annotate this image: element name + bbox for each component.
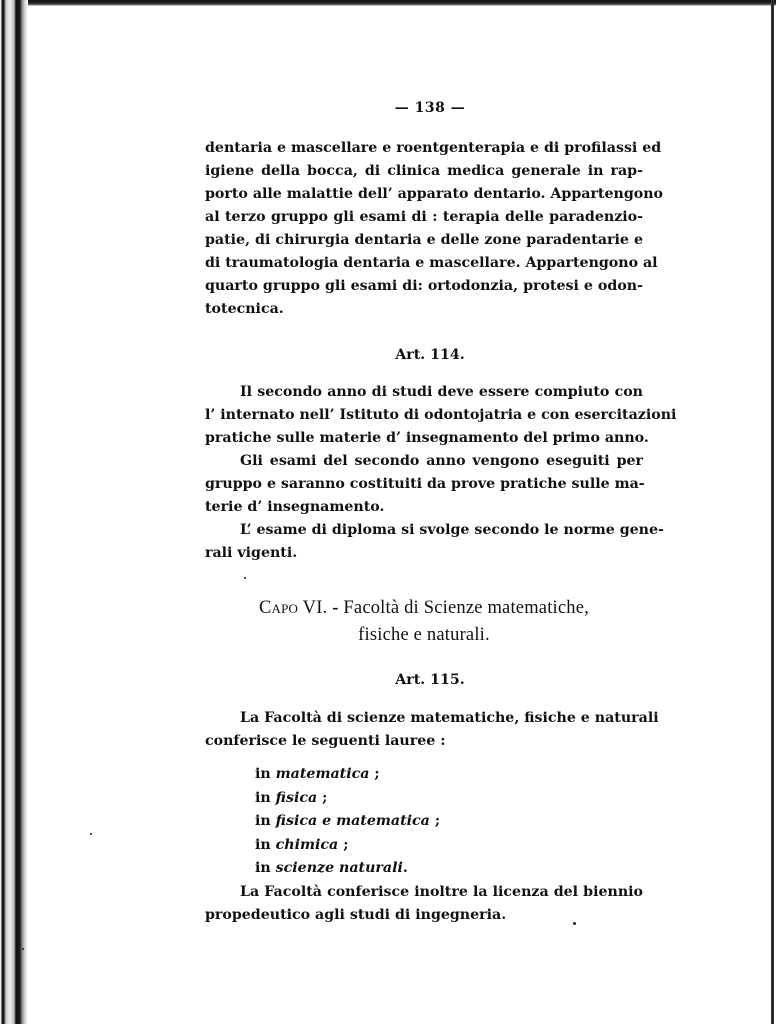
degree-item: [255, 787, 643, 811]
degree-item: [255, 763, 643, 787]
text-line: quarto gruppo gli esami di: ortodonzia, protesi e odon-: [205, 278, 643, 294]
chapter-number: VI.: [302, 598, 328, 618]
article-115-heading: Art. 115.: [395, 672, 465, 688]
chapter-heading: [205, 595, 643, 649]
text-line: pratiche sulle materie d’ insegnamento del primo anno.: [205, 430, 649, 446]
text-line: gruppo e saranno costituiti da prove pratiche sulle ma-: [205, 476, 645, 492]
article-114-paragraph-3: [205, 519, 664, 565]
degree-suffix: ;: [429, 813, 441, 829]
text-line: patie, di chirurgia dentaria e delle zone paradentarie e: [205, 232, 643, 248]
degree-name: matematica: [275, 766, 370, 782]
text-line: porto alle malattie dell’ apparato dentario. Appartengono: [205, 186, 663, 202]
text-line: rali vigenti.: [205, 545, 298, 561]
text-line: propedeutico agli studi di ingegneria.: [205, 906, 507, 923]
text-line: Gli esami del secondo anno vengono eseguiti per: [240, 453, 643, 469]
text-line: La Facoltà conferisce inoltre la licenza del biennio: [240, 883, 643, 900]
text-line: La Facoltà di scienze matematiche, fisiche e naturali: [240, 710, 659, 726]
text-line: terie d’ insegnamento.: [205, 499, 385, 515]
degree-suffix: ;: [317, 789, 328, 806]
degree-prefix: in: [255, 813, 271, 829]
article-114-heading: Art. 114.: [395, 347, 465, 363]
degree-prefix: in: [255, 789, 271, 806]
article-114-paragraph-1: [205, 381, 677, 450]
degree-prefix: in: [255, 766, 271, 782]
chapter-title-part-1: Facoltà di Scienze matematiche,: [343, 598, 589, 618]
text-line: l’ internato nell’ Istituto di odontojatria e con esercitazioni: [205, 407, 677, 423]
text-line: totecnica.: [205, 301, 284, 317]
degree-name: scienze naturali: [275, 860, 403, 876]
page-number: — 138 —: [394, 100, 466, 116]
scan-top-edge: [0, 0, 776, 6]
continuation-paragraph: [205, 137, 663, 321]
degree-list: [205, 763, 643, 881]
degree-item: [255, 810, 643, 834]
text-line: Il secondo anno di studi deve essere compiuto con: [240, 384, 643, 400]
ink-speck: [90, 833, 92, 835]
degree-item: [255, 834, 643, 858]
text-line: conferisce le seguenti lauree :: [205, 733, 446, 749]
degree-prefix: in: [255, 836, 271, 853]
degree-name: chimica: [275, 836, 339, 853]
degree-suffix: .: [402, 860, 408, 876]
ink-speck: [22, 948, 24, 950]
scan-right-edge: [771, 0, 774, 1024]
text-line: igiene della bocca, di clinica medica generale in rap-: [205, 163, 643, 179]
degree-prefix: in: [255, 860, 271, 876]
article-114-paragraph-2: [205, 450, 643, 519]
book-page: [205, 96, 677, 927]
chapter-title-part-2: fisiche e naturali.: [358, 625, 490, 645]
chapter-dash: -: [332, 598, 339, 618]
degree-suffix: ;: [369, 766, 380, 782]
article-115-closing: [205, 881, 643, 927]
degree-name: fisica: [275, 789, 318, 806]
text-line: L’ esame di diploma si svolge secondo le norme gene-: [240, 522, 664, 538]
article-115-intro: [205, 707, 659, 753]
chapter-label: Capo: [258, 598, 299, 618]
text-line: dentaria e mascellare e roentgenterapia e di profilassi ed: [205, 140, 662, 156]
book-binding-edge: [0, 0, 28, 1024]
text-line: al terzo gruppo gli esami di : terapia delle paradenzio-: [205, 209, 643, 225]
chapter-heading-line-1: [205, 595, 643, 622]
text-line: di traumatologia dentaria e mascellare. Appartengono al: [205, 255, 658, 271]
degree-item: [255, 857, 643, 881]
degree-name: fisica e matematica: [275, 813, 430, 829]
degree-suffix: ;: [338, 836, 349, 853]
